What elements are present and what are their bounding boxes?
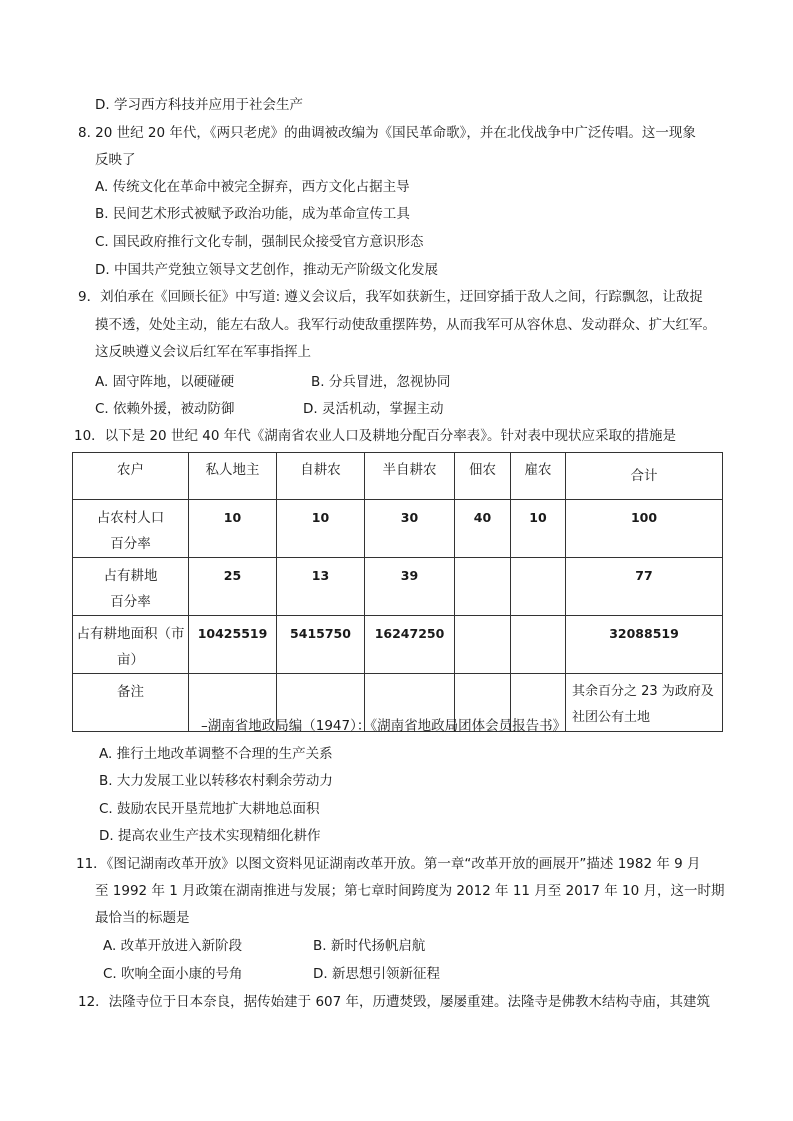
q12-stem-line1: 12．法隆寺位于日本奈良，据传始建于 607 年，历遭焚毁，屡屡重建。法隆寺是佛教木结构寺庙，其建筑 [78, 994, 711, 1010]
q10-option-c: C. 鼓励农民开垦荒地扩大耕地总面积 [99, 801, 320, 817]
header-cell: 雇农 [511, 453, 566, 500]
q8-stem-line2: 反映了 [95, 152, 136, 168]
q8-option-d: D. 中国共产党独立领导文艺创作，推动无产阶级文化发展 [95, 262, 438, 278]
q9-stem-line3: 这反映遵义会议后红军在军事指挥上 [95, 344, 311, 360]
row-label: 占有耕地 百分率 [73, 558, 189, 616]
q10-stem: 10．以下是 20 世纪 40 年代《湖南省农业人口及耕地分配百分率表》。针对表中现状应采取的措施是 [74, 428, 676, 444]
table-cell: 30 [365, 500, 455, 558]
q9-option-d: D. 灵活机动，掌握主动 [303, 401, 444, 417]
table-source: –湖南省地政局编（1947）：《湖南省地政局团体会员报告书》 [201, 718, 567, 734]
q8-option-b: B. 民间艺术形式被赋予政治功能，成为革命宣传工具 [95, 206, 410, 222]
table-cell: 77 [566, 558, 723, 616]
q11-stem-line1: 11．《图记湖南改革开放》以图文资料见证湖南改革开放。第一章“改革开放的画展开”描述 1982 年 9 月 [76, 856, 701, 872]
land-distribution-table [72, 452, 723, 732]
table-cell [455, 558, 511, 616]
q10-option-b: B. 大力发展工业以转移农村剩余劳动力 [99, 773, 333, 789]
q11-option-a: A. 改革开放进入新阶段 [103, 938, 243, 954]
q11-option-d: D. 新思想引领新征程 [313, 966, 440, 982]
q9-stem-line2: 摸不透，处处主动，能左右敌人。我军行动使敌重摆阵势，从而我军可从容休息、发动群众、扩大红军。 [95, 317, 716, 333]
table-cell: 10 [511, 500, 566, 558]
table-cell [511, 616, 566, 674]
q7-option-d: D. 学习西方科技并应用于社会生产 [95, 97, 303, 113]
q11-option-b: B. 新时代扬帆启航 [313, 938, 426, 954]
q11-stem-line3: 最恰当的标题是 [95, 910, 190, 926]
table-cell: 100 [566, 500, 723, 558]
note-label: 备注 [73, 674, 189, 732]
header-cell: 自耕农 [277, 453, 365, 500]
table-cell: 25 [189, 558, 277, 616]
table-cell: 39 [365, 558, 455, 616]
q9-option-c: C. 依赖外援，被动防御 [95, 401, 235, 417]
table-row [73, 558, 723, 616]
q10-option-a: A. 推行土地改革调整不合理的生产关系 [99, 746, 333, 762]
header-cell: 半自耕农 [365, 453, 455, 500]
row-label: 占农村人口 百分率 [73, 500, 189, 558]
q9-option-b: B. 分兵冒进，忽视协同 [311, 374, 451, 390]
table-row [73, 500, 723, 558]
header-cell: 合计 [566, 453, 723, 500]
table-cell: 5415750 [277, 616, 365, 674]
header-cell: 私人地主 [189, 453, 277, 500]
table-cell: 10425519 [189, 616, 277, 674]
table-cell: 16247250 [365, 616, 455, 674]
q8-stem-line1: 8. 20 世纪 20 年代，《两只老虎》的曲调被改编为《国民革命歌》，并在北伐战争中广泛传唱。这一现象 [78, 125, 696, 141]
q11-stem-line2: 至 1992 年 1 月政策在湖南推进与发展；第七章时间跨度为 2012 年 11 月至 2017 年 10 月，这一时期 [95, 883, 725, 899]
q8-option-a: A. 传统文化在革命中被完全摒弃，西方文化占据主导 [95, 179, 410, 195]
q9-option-a: A. 固守阵地，以硬碰硬 [95, 374, 235, 390]
q8-option-c: C. 国民政府推行文化专制，强制民众接受官方意识形态 [95, 234, 424, 250]
table-header-row [73, 453, 723, 500]
header-cell: 佃农 [455, 453, 511, 500]
table-cell: 13 [277, 558, 365, 616]
q10-option-d: D. 提高农业生产技术实现精细化耕作 [99, 828, 321, 844]
note-text: 其余百分之 23 为政府及 社团公有土地 [566, 674, 723, 732]
table-cell: 40 [455, 500, 511, 558]
table-cell: 10 [189, 500, 277, 558]
table-cell: 32088519 [566, 616, 723, 674]
q9-stem-line1: 9．刘伯承在《回顾长征》中写道: 遵义会议后，我军如获新生，迂回穿插于敌人之间，行踪飘忽，让敌捉 [78, 289, 703, 305]
table-row [73, 616, 723, 674]
header-cell: 农户 [73, 453, 189, 500]
q11-option-c: C. 吹响全面小康的号角 [103, 966, 243, 982]
row-label: 占有耕地面积（市 亩） [73, 616, 189, 674]
table-cell [511, 558, 566, 616]
table-cell: 10 [277, 500, 365, 558]
table-cell [455, 616, 511, 674]
